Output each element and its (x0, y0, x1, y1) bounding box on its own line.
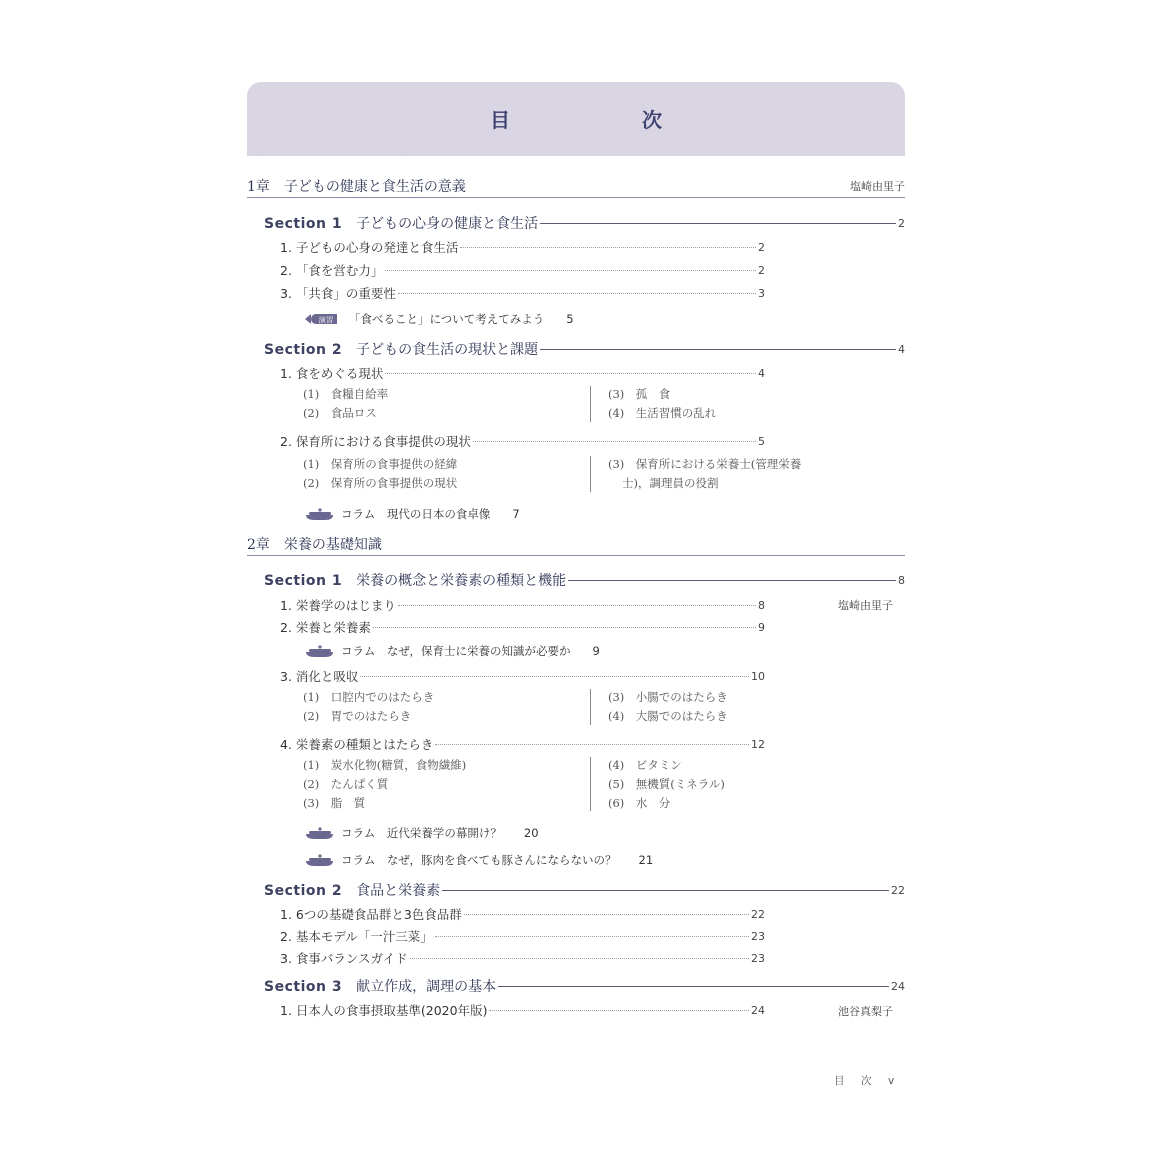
sub-item: (2) 保育所の食事提供の現状 (303, 476, 458, 490)
page-number: 10 (751, 669, 765, 683)
item-label: 1. 食をめぐる現状 (280, 366, 384, 381)
toc-item[interactable] (280, 238, 765, 256)
section-1-2[interactable] (264, 340, 905, 358)
column-link[interactable] (303, 852, 653, 868)
scallop-border (247, 148, 905, 164)
sub-item: (1) 保育所の食事提供の経緯 (303, 457, 458, 471)
toc-item[interactable] (280, 432, 765, 450)
leader-line (568, 580, 896, 581)
column-divider (590, 386, 591, 422)
leader-dots (398, 293, 756, 294)
column-link[interactable] (303, 643, 600, 659)
sub-item: (2) たんぱく質 (303, 777, 389, 791)
section-number: Section 2 (264, 342, 343, 358)
page-number: 23 (751, 951, 765, 965)
page-number: 24 (751, 1003, 765, 1017)
section-2-2[interactable] (264, 881, 905, 899)
item-label: 2. 「食を営む力」 (280, 263, 384, 278)
section-title: 栄養の概念と栄養素の種類と機能 (356, 573, 567, 589)
sub-item: (3) 保育所における栄養士(管理栄養 (608, 457, 802, 471)
sub-item: (4) 生活習慣の乱れ (608, 406, 717, 420)
column-text: コラム なぜ，豚肉を食べても豚さんにならないの？ (341, 853, 617, 867)
exercise-text: 「食べること」について考えてみよう (349, 312, 545, 326)
page-number: 8 (898, 573, 905, 587)
section-author: 池谷真梨子 (838, 1005, 893, 1018)
cooking-pot-icon (303, 644, 337, 658)
section-title: 献立作成，調理の基本 (356, 979, 497, 995)
item-label: 1. 6つの基礎食品群と3色食品群 (280, 907, 462, 922)
page-number: 2 (898, 216, 905, 230)
item-label: 1. 栄養学のはじまり (280, 598, 396, 613)
page-number: 2 (758, 240, 765, 254)
section-author: 塩崎由里子 (838, 599, 893, 612)
cooking-pot-icon (303, 826, 337, 840)
sub-item: (4) 大腸でのはたらき (608, 709, 728, 723)
leader-dots (460, 247, 756, 248)
sub-item: (2) 胃でのはたらき (303, 709, 412, 723)
title-banner (247, 82, 905, 156)
toc-item[interactable] (280, 261, 765, 279)
item-label: 1. 日本人の食事摂取基準(2020年版) (280, 1003, 488, 1018)
exercise-link[interactable] (303, 311, 574, 327)
leader-dots (464, 914, 749, 915)
column-link[interactable] (303, 825, 539, 841)
page-number: 5 (566, 312, 574, 326)
item-label: 2. 基本モデル「一汁三菜」 (280, 929, 433, 944)
page-number: 2 (758, 263, 765, 277)
leader-dots (398, 605, 756, 606)
sub-item: (1) 口腔内でのはたらき (303, 690, 435, 704)
leader-dots (489, 1010, 749, 1011)
page-number: 3 (758, 286, 765, 300)
chapter-1-author: 塩崎由里子 (850, 180, 905, 193)
section-number: Section 1 (264, 573, 343, 589)
section-number: Section 1 (264, 216, 343, 232)
sub-item: (3) 孤 食 (608, 387, 671, 401)
sub-item: (1) 食糧自給率 (303, 387, 389, 401)
sub-item: (2) 食品ロス (303, 406, 377, 420)
cooking-pot-icon (303, 853, 337, 867)
page-number: 4 (898, 342, 905, 356)
section-number: Section 3 (264, 979, 343, 995)
item-label: 2. 保育所における食事提供の現状 (280, 434, 471, 449)
sub-item: 士)，調理員の役割 (622, 476, 719, 490)
section-2-1[interactable] (264, 571, 905, 589)
toc-item[interactable] (280, 735, 765, 753)
sub-item: (1) 炭水化物(糖質，食物繊維) (303, 758, 467, 772)
item-label: 3. 「共食」の重要性 (280, 286, 396, 301)
leader-dots (435, 936, 749, 937)
item-label: 2. 栄養と栄養素 (280, 620, 371, 635)
page-number: 22 (891, 883, 905, 897)
toc-item[interactable] (280, 927, 765, 945)
leader-line (498, 986, 889, 987)
section-2-3[interactable] (264, 977, 905, 995)
toc-item[interactable] (280, 618, 765, 636)
sub-item: (5) 無機質(ミネラル) (608, 777, 725, 791)
leader-line (442, 890, 889, 891)
column-divider (590, 689, 591, 725)
item-label: 3. 食事バランスガイド (280, 951, 408, 966)
toc-item[interactable] (280, 284, 765, 302)
leader-dots (473, 441, 756, 442)
page-number: 20 (523, 826, 539, 840)
toc-item[interactable] (280, 596, 765, 614)
item-label: 3. 消化と吸収 (280, 669, 359, 684)
section-title: 食品と栄養素 (356, 883, 441, 899)
item-label: 4. 栄養素の種類とはたらき (280, 737, 434, 752)
page-footer: 目 次 v (834, 1075, 898, 1087)
page-number: 8 (758, 598, 765, 612)
column-text: コラム 現代の日本の食卓像 (341, 507, 491, 521)
chapter-rule (247, 555, 905, 556)
leader-dots (410, 958, 749, 959)
page-number: 24 (891, 979, 905, 993)
chapter-2-header (247, 534, 905, 556)
page-number: 4 (758, 366, 765, 380)
sub-item: (3) 脂 質 (303, 796, 366, 810)
page-number: 5 (758, 434, 765, 448)
chapter-1-header (247, 176, 905, 198)
leader-line (540, 223, 896, 224)
toc-item[interactable] (280, 667, 765, 685)
page-number: 21 (638, 853, 654, 867)
sub-item: (4) ビタミン (608, 758, 682, 772)
exercise-icon (303, 312, 337, 326)
column-link[interactable] (303, 506, 520, 522)
leader-dots (435, 744, 749, 745)
item-label: 1. 子どもの心身の発達と食生活 (280, 240, 459, 255)
leader-dots (360, 676, 749, 677)
leader-line (540, 349, 896, 350)
toc-item[interactable] (280, 1001, 765, 1019)
section-title: 子どもの心身の健康と食生活 (356, 216, 539, 232)
chapter-2-title: 2章 栄養の基礎知識 (247, 537, 382, 553)
page-number: 12 (751, 737, 765, 751)
page-number: 23 (751, 929, 765, 943)
column-text: コラム なぜ，保育士に栄養の知識が必要か (341, 644, 571, 658)
column-divider (590, 456, 591, 492)
page-number: 9 (592, 644, 600, 658)
chapter-1-title: 1章 子どもの健康と食生活の意義 (247, 179, 466, 195)
leader-dots (385, 373, 756, 374)
toc-item[interactable] (280, 949, 765, 967)
section-1-1[interactable] (264, 214, 905, 232)
column-divider (590, 757, 591, 811)
chapter-rule (247, 197, 905, 198)
section-title: 子どもの食生活の現状と課題 (356, 342, 539, 358)
leader-dots (385, 270, 756, 271)
toc-item[interactable] (280, 905, 765, 923)
column-text: コラム 近代栄養学の幕開け？ (341, 826, 502, 840)
exercise-icon-label: 演習 (318, 315, 334, 325)
sub-item: (3) 小腸でのはたらき (608, 690, 728, 704)
sub-item: (6) 水 分 (608, 796, 671, 810)
leader-dots (373, 627, 756, 628)
toc-item[interactable] (280, 364, 765, 382)
page-number: 7 (512, 507, 520, 521)
cooking-pot-icon (303, 507, 337, 521)
section-number: Section 2 (264, 883, 343, 899)
page-number: 22 (751, 907, 765, 921)
page-title: 目 次 (490, 108, 718, 132)
page-number: 9 (758, 620, 765, 634)
